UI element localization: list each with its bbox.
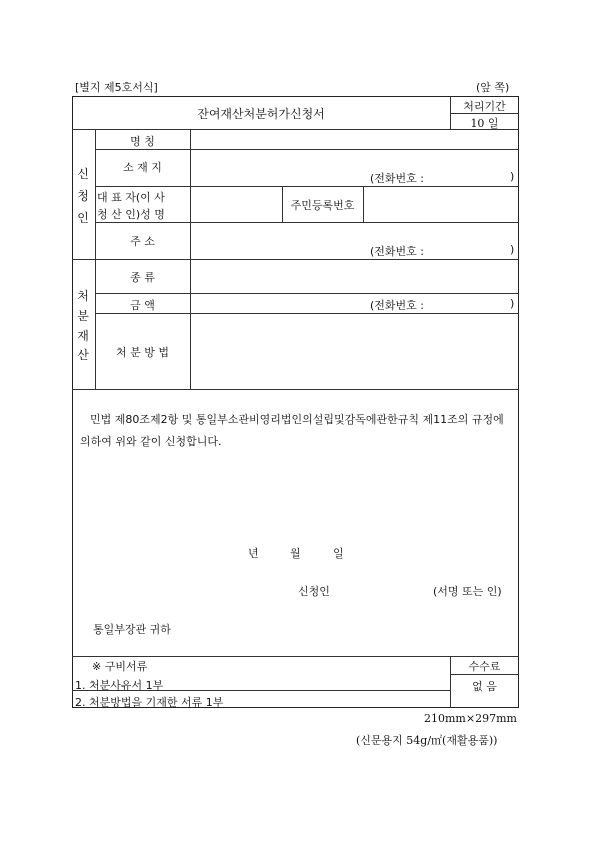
signature-note: (서명 또는 인) [433,585,502,598]
phone-close: ) [510,243,515,256]
required-document-item: 2. 처분방법을 기재한 서류 1부 [75,696,224,709]
addressee: 통일부장관 귀하 [93,623,171,636]
applicant-signature-label: 신청인 [298,585,330,598]
divider [72,259,519,260]
phone-label: (전화번호 : [370,172,424,185]
paper-size: 210mm×297mm [424,712,517,725]
divider [363,186,364,222]
divider [450,674,519,675]
divider [72,389,519,390]
phone-close: ) [510,170,515,183]
required-document-item: 1. 처분사유서 1부 [75,679,164,692]
fee-label: 수수료 [468,660,501,673]
date-month-label: 월 [290,547,301,560]
type-label: 종 류 [130,271,155,284]
divider [190,129,191,389]
name-label: 명 칭 [130,135,155,148]
processing-period-label: 처리기간 [463,100,506,113]
section-label-property: 처 [77,289,89,303]
section-label-property: 분 [77,309,89,323]
phone-close: ) [510,297,515,310]
required-documents-header: ※ 구비서류 [92,660,148,673]
section-label-property: 재 [77,329,89,343]
paper-spec: (신문용지 54g/㎡(재활용품)) [356,734,498,747]
amount-label: 금 액 [130,299,155,312]
divider [95,186,519,187]
section-label-applicant: 청 [77,189,89,203]
section-label-applicant: 인 [77,211,89,225]
phone-label: (전화번호 : [370,299,424,312]
divider [72,656,519,657]
phone-label: (전화번호 : [370,245,424,258]
representative-label: 청 산 인)성 명 [97,208,165,221]
resident-id-label: 주민등록번호 [290,199,355,212]
date-year-label: 년 [248,547,259,560]
form-frame [72,96,519,708]
form-title: 잔여재산처분허가신청서 [197,107,325,121]
fee-value: 없 음 [472,680,497,693]
processing-period-value: 10 일 [470,117,499,130]
declaration-text: 민법 제80조제2항 및 통일부소관비영리법인의설립및감독에관한규칙 제11조의 규정에 의하여 위와 같이 신청합니다. [80,413,504,448]
page-side-label: (앞 쪽) [476,81,510,94]
divider [95,222,519,223]
form-number: [별지 제5호서식] [75,81,158,94]
section-label-property: 산 [77,348,89,362]
address-label: 주 소 [130,235,155,248]
location-label: 소 재 지 [123,161,162,174]
divider [95,293,519,294]
section-label-applicant: 신 [77,167,89,181]
divider [95,149,519,150]
representative-label: 대 표 자(이 사 [97,191,165,204]
disposal-method-label: 처 분 방 법 [116,346,169,359]
date-day-label: 일 [333,547,344,560]
divider [95,313,519,314]
